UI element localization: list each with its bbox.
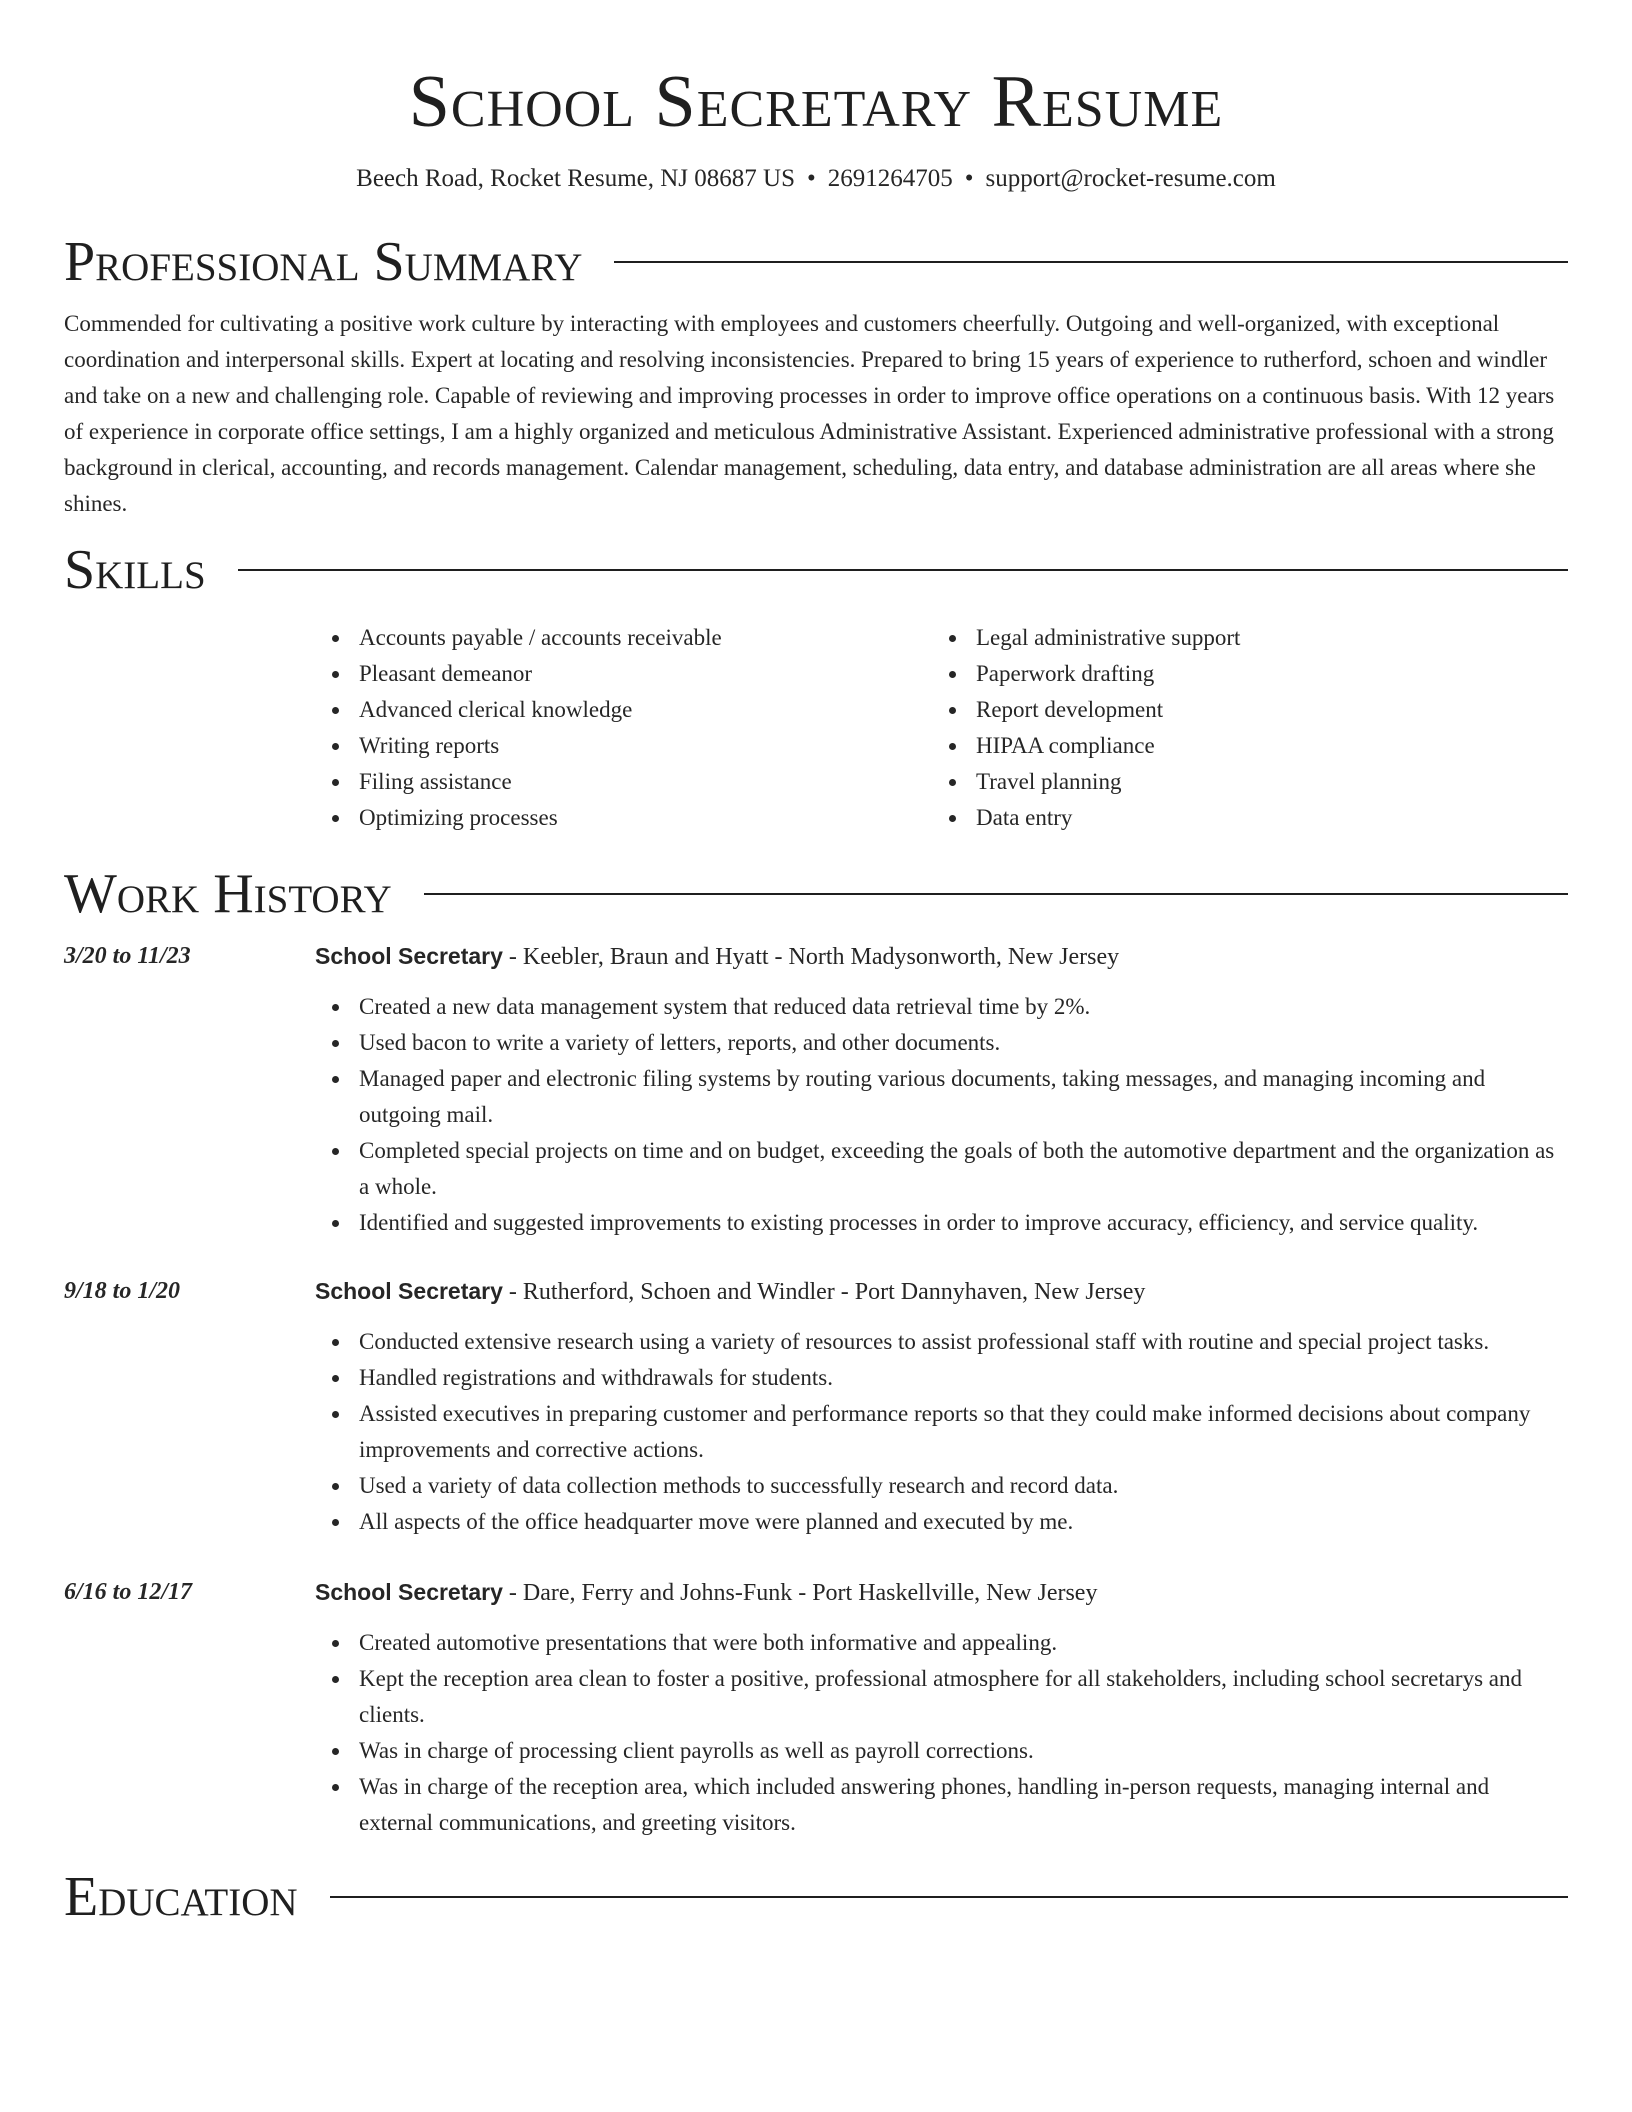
skill-item: Travel planning	[932, 764, 1549, 800]
skill-item: Writing reports	[315, 728, 932, 764]
job-duty: Conducted extensive research using a variety of resources to assist professional staff with routine and special project tasks.	[315, 1324, 1568, 1360]
skill-item: Accounts payable / accounts receivable	[315, 620, 932, 656]
job-duty: Kept the reception area clean to foster a positive, professional atmosphere for all stakeholders, including school secretarys and clients.	[315, 1661, 1568, 1733]
skill-item: Advanced clerical knowledge	[315, 692, 932, 728]
job-duty: Created automotive presentations that were both informative and appealing.	[315, 1625, 1568, 1661]
job-employer: - Keebler, Braun and Hyatt - North Madysonworth, New Jersey	[502, 944, 1120, 970]
job-duty: Created a new data management system that reduced data retrieval time by 2%.	[315, 989, 1568, 1025]
skills-section-header	[64, 540, 1568, 600]
skill-item: Filing assistance	[315, 764, 932, 800]
job-employer: - Rutherford, Schoen and Windler - Port Dannyhaven, New Jersey	[502, 1279, 1146, 1305]
contact-phone: 2691264705	[827, 165, 953, 192]
job-dates: 9/18 to 1/20	[64, 1278, 181, 1304]
skill-item: Optimizing processes	[315, 800, 932, 836]
summary-text: Commended for cultivating a positive work culture by interacting with employees and customers cheerfully. Outgoing and well-organized, with exceptional coordination and interpersonal skills. Expert at locating and resolving inconsistencies. Prepared to bring 15 years of experience to rutherford, schoen and windler and take on a new and challenging role. Capable of reviewing and improving processes in order to improve office operations on a continuous basis. With 12 years of experience in corporate office settings, I am a highly organized and meticulous Administrative Assistant. Experienced administrative professional with a strong background in clerical, accounting, and records management. Calendar management, scheduling, data entry, and database administration are all areas where she shines.	[64, 311, 1555, 516]
section-divider	[330, 1896, 1568, 1898]
skills-column-right	[932, 620, 1549, 836]
education-heading: Education	[64, 1866, 298, 1928]
skills-column-left	[315, 620, 932, 836]
work-section-header	[64, 864, 1568, 924]
job-duties	[315, 989, 1568, 1241]
skills-heading: Skills	[64, 539, 206, 601]
job-employer: - Dare, Ferry and Johns-Funk - Port Haskellville, New Jersey	[502, 1580, 1098, 1606]
job-duty: Used a variety of data collection methods to successfully research and record data.	[315, 1468, 1568, 1504]
job-duty: Handled registrations and withdrawals for students.	[315, 1360, 1568, 1396]
skill-item: Data entry	[932, 800, 1549, 836]
job-duties	[315, 1625, 1568, 1841]
job-header	[315, 1574, 1568, 1611]
job-duty: Was in charge of processing client payrolls as well as payroll corrections.	[315, 1733, 1568, 1769]
work-heading: Work History	[64, 863, 392, 925]
section-divider	[424, 893, 1568, 895]
skills-list	[315, 620, 1568, 836]
job-entry	[64, 1273, 1568, 1540]
contact-line	[64, 164, 1568, 194]
job-duties	[315, 1324, 1568, 1540]
section-divider	[238, 569, 1568, 571]
job-header	[315, 1273, 1568, 1310]
skill-item: Pleasant demeanor	[315, 656, 932, 692]
skill-item: Legal administrative support	[932, 620, 1549, 656]
job-duty: Completed special projects on time and on budget, exceeding the goals of both the automotive department and the organization as a whole.	[315, 1133, 1568, 1205]
job-dates: 6/16 to 12/17	[64, 1579, 193, 1605]
job-header	[315, 938, 1568, 975]
job-duty: Used bacon to write a variety of letters, reports, and other documents.	[315, 1025, 1568, 1061]
job-duty: Assisted executives in preparing customer and performance reports so that they could make informed decisions about company improvements and corrective actions.	[315, 1396, 1568, 1468]
job-title: School Secretary	[315, 1278, 503, 1304]
job-title: School Secretary	[315, 943, 503, 969]
job-entry	[64, 938, 1568, 1241]
job-duty: Managed paper and electronic filing systems by routing various documents, taking messages, and managing incoming and outgoing mail.	[315, 1061, 1568, 1133]
contact-separator: •	[964, 165, 974, 192]
skill-item: Report development	[932, 692, 1549, 728]
summary-heading: Professional Summary	[64, 231, 583, 293]
skill-item: HIPAA compliance	[932, 728, 1549, 764]
contact-address: Beech Road, Rocket Resume, NJ 08687 US	[356, 165, 795, 192]
skill-item: Paperwork drafting	[932, 656, 1549, 692]
job-title: School Secretary	[315, 1579, 503, 1605]
job-entry	[64, 1574, 1568, 1841]
section-divider	[614, 261, 1568, 263]
summary-section-header	[64, 232, 1568, 292]
job-duty: All aspects of the office headquarter move were planned and executed by me.	[315, 1504, 1568, 1540]
resume-title: School Secretary Resume	[408, 61, 1224, 143]
job-dates: 3/20 to 11/23	[64, 943, 191, 969]
job-duty: Was in charge of the reception area, which included answering phones, handling in-person requests, managing internal and external communications, and greeting visitors.	[315, 1769, 1568, 1841]
resume-page	[64, 0, 1568, 1927]
contact-separator: •	[807, 165, 816, 192]
education-section-header	[64, 1867, 1568, 1927]
contact-email: support@rocket-resume.com	[985, 165, 1276, 192]
job-duty: Identified and suggested improvements to existing processes in order to improve accuracy, efficiency, and service quality.	[315, 1205, 1568, 1241]
